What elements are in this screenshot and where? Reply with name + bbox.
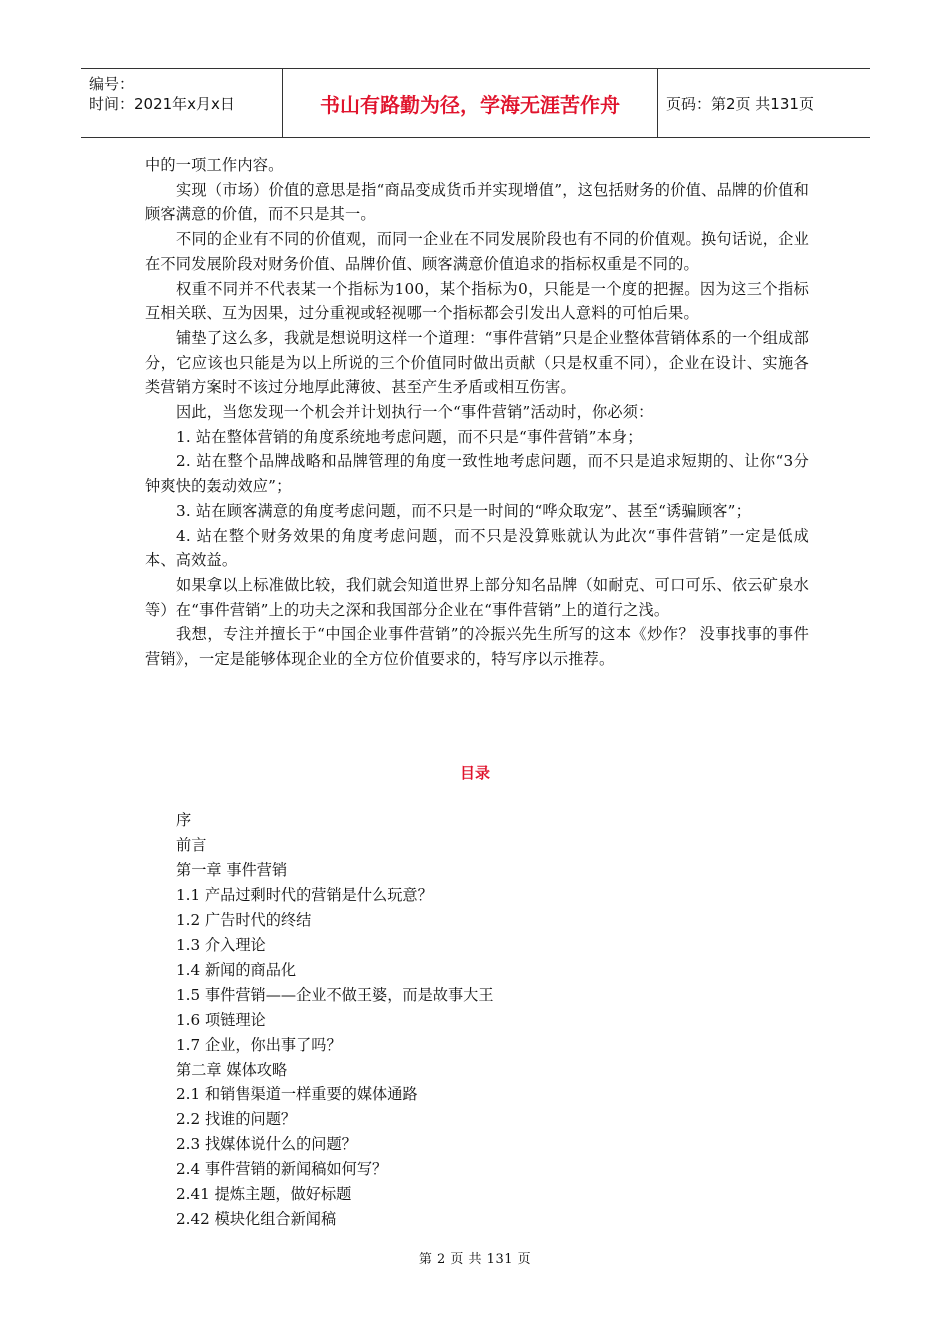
header-page-info bbox=[658, 69, 870, 137]
toc-item: 第一章 事件营销 bbox=[176, 860, 288, 879]
toc-title: 目录 bbox=[459, 764, 490, 782]
paragraph: 因此，当您发现一个机会并计划执行一个“事件营销”活动时，你必须： bbox=[176, 403, 654, 422]
toc-item: 2.41 提炼主题，做好标题 bbox=[176, 1185, 352, 1204]
header-motto: 书山有路勤为径，学海无涯苦作舟 bbox=[283, 69, 658, 137]
toc-item: 2.3 找媒体说什么的问题？ bbox=[176, 1135, 357, 1154]
toc-item: 1.1 产品过剩时代的营销是什么玩意？ bbox=[176, 885, 433, 904]
paragraph: 我想，专注并擅长于“中国企业事件营销”的冷振兴先生所写的这本《炒作？ 没事找事的事件营销》，一定是能够体现企业的全方位价值要求的，特写序以示推荐。 bbox=[145, 625, 809, 669]
paragraph: 4. 站在整个财务效果的角度考虑问题，而不只是没算账就认为此次“事件营销”一定是低成本、高效益。 bbox=[145, 526, 809, 570]
page-footer: 第 2 页 共 131 页 bbox=[418, 1252, 532, 1267]
paragraph: 不同的企业有不同的价值观，而同一企业在不同发展阶段也有不同的价值观。换句话说，企业在不同发展阶段对财务价值、品牌价值、顾客满意价值追求的指标权重是不同的。 bbox=[145, 230, 809, 273]
paragraph: 2. 站在整个品牌战略和品牌管理的角度一致性地考虑问题，而不只是追求短期的、让你“3分钟爽快的轰动效应”； bbox=[145, 452, 809, 496]
time-label: 时间：2021年x月x日 bbox=[89, 95, 235, 113]
toc-item: 1.7 企业，你出事了吗？ bbox=[176, 1035, 342, 1054]
page-info-label: 页码：第2页 共131页 bbox=[666, 94, 814, 113]
header-meta bbox=[81, 69, 283, 137]
paragraph: 3. 站在顾客满意的角度考虑问题，而不只是一时间的“哗众取宠”、甚至“诱骗顾客”； bbox=[176, 501, 751, 520]
toc-item: 2.1 和销售渠道一样重要的媒体通路 bbox=[176, 1085, 418, 1104]
toc-item: 2.2 找谁的问题？ bbox=[176, 1110, 297, 1129]
body-text bbox=[145, 153, 809, 672]
toc-item: 1.6 项链理论 bbox=[176, 1010, 266, 1029]
toc-list bbox=[176, 808, 494, 1232]
toc-item: 2.4 事件营销的新闻稿如何写？ bbox=[176, 1160, 388, 1179]
paragraph: 如果拿以上标准做比较，我们就会知道世界上部分知名品牌（如耐克、可口可乐、依云矿泉水等）在“事件营销”上的功夫之深和我国部分企业在“事件营销”上的道行之浅。 bbox=[145, 575, 809, 619]
paragraph: 1. 站在整体营销的角度系统地考虑问题，而不只是“事件营销”本身； bbox=[176, 427, 643, 446]
paragraph: 实现（市场）价值的意思是指“商品变成货币并实现增值”，这包括财务的价值、品牌的价值和顾客满意的价值，而不只是其一。 bbox=[145, 180, 809, 224]
page-header bbox=[81, 68, 870, 138]
toc-item: 1.5 事件营销——企业不做王婆，而是故事大王 bbox=[176, 985, 494, 1004]
paragraph: 铺垫了这么多，我就是想说明这样一个道理：“事件营销”只是企业整体营销体系的一个组成部分，它应该也只能是为以上所说的三个价值同时做出贡献（只是权重不同），企业在设计、实施各类营销方案时不该过分地厚此薄彼、甚至产生矛盾或相互伤害。 bbox=[145, 328, 809, 397]
paragraph: 中的一项工作内容。 bbox=[145, 156, 284, 174]
number-label: 编号： bbox=[89, 75, 135, 93]
toc-item: 2.42 模块化组合新闻稿 bbox=[176, 1210, 337, 1229]
paragraph: 权重不同并不代表某一个指标为100，某个指标为0，只能是一个度的把握。因为这三个指标互相关联、互为因果，过分重视或轻视哪一个指标都会引发出人意料的可怕后果。 bbox=[145, 279, 809, 323]
toc-item: 1.4 新闻的商品化 bbox=[176, 960, 297, 979]
toc-item: 序 bbox=[176, 811, 192, 829]
toc-item: 第二章 媒体攻略 bbox=[176, 1060, 288, 1079]
toc-item: 1.2 广告时代的终结 bbox=[176, 910, 312, 929]
toc-item: 前言 bbox=[176, 835, 207, 854]
toc-item: 1.3 介入理论 bbox=[176, 935, 266, 954]
